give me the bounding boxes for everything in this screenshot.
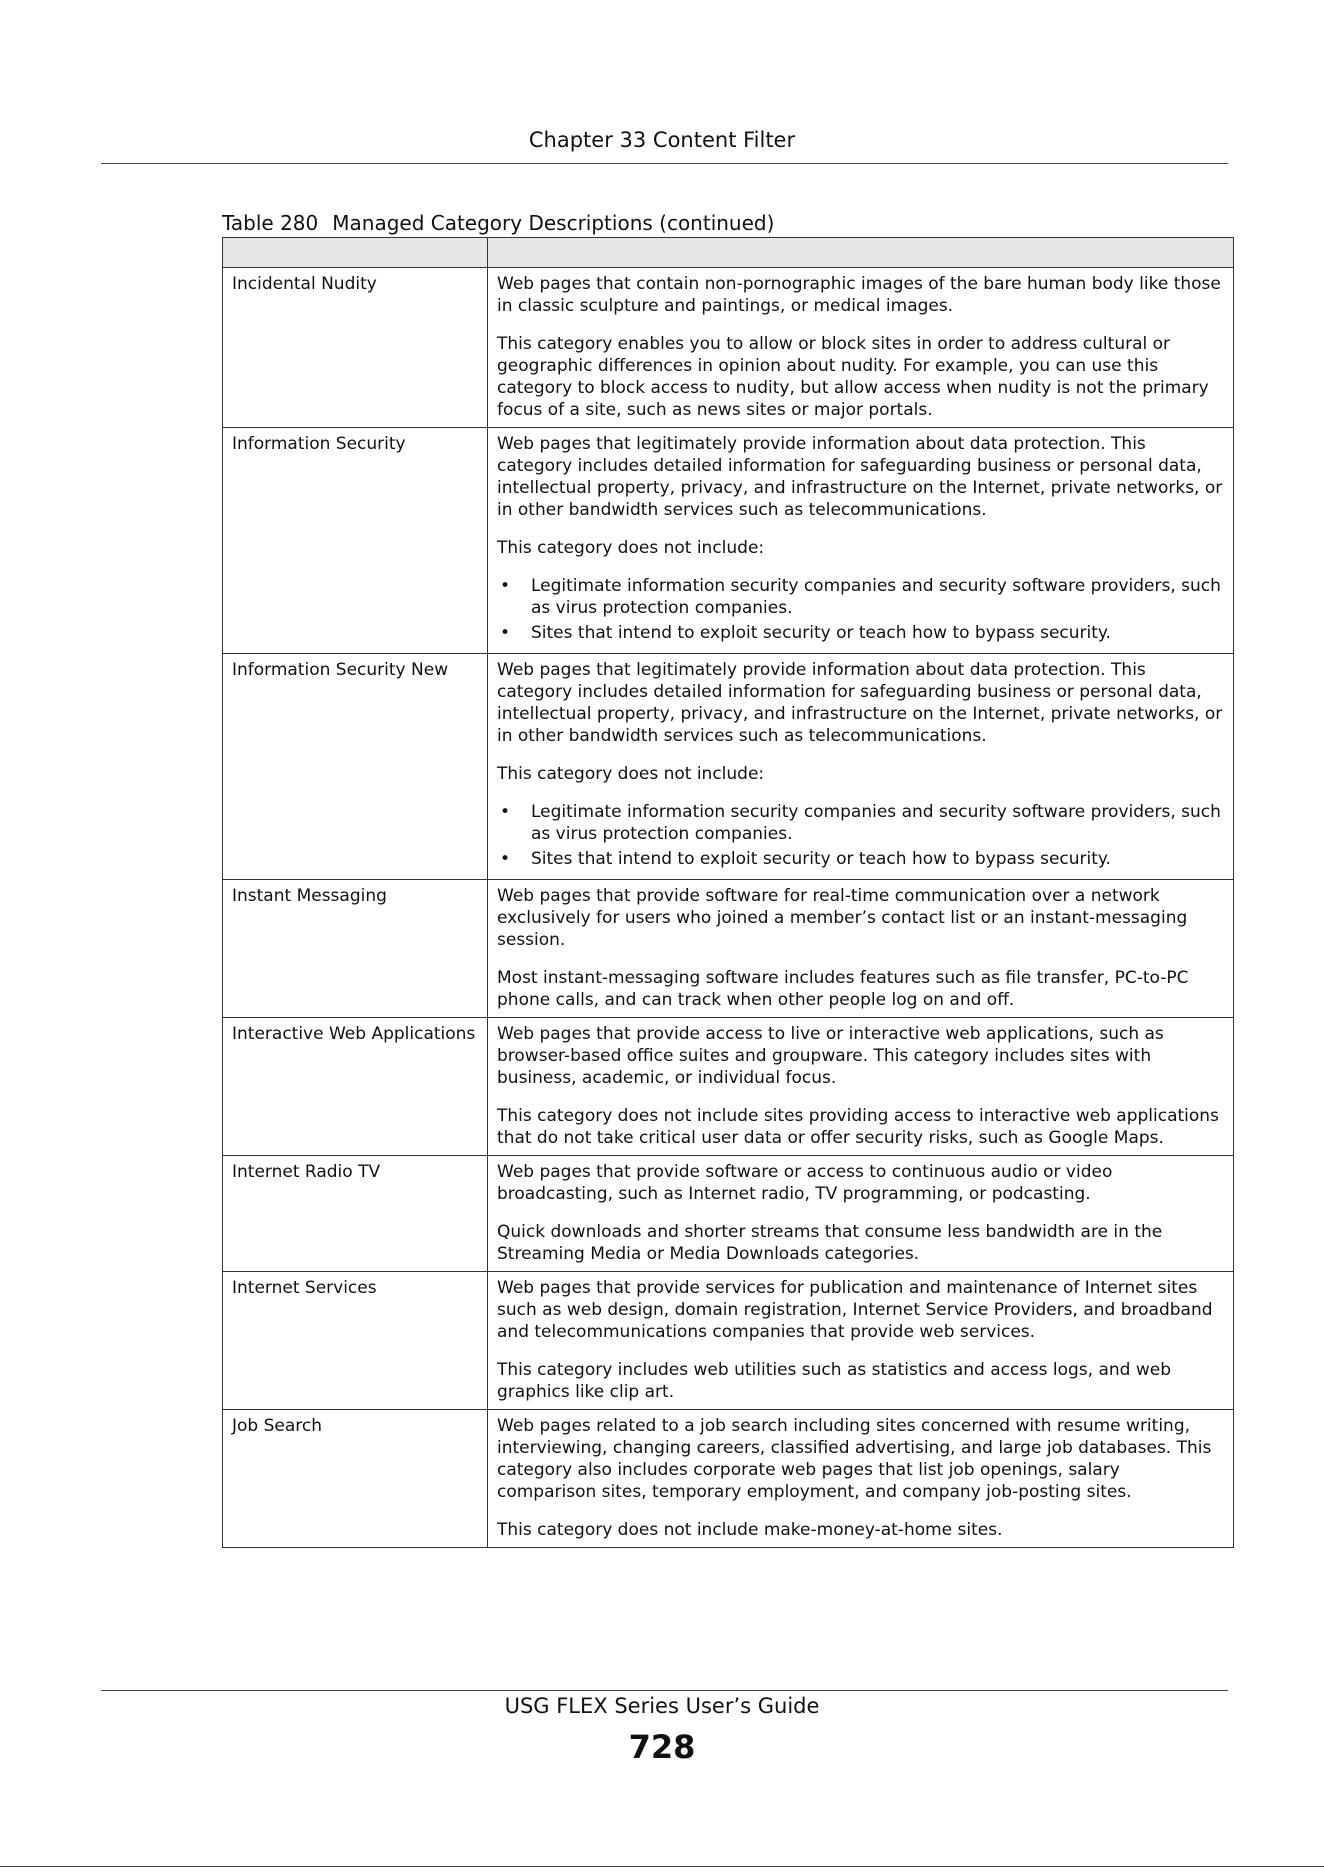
exclusion-list-item: • Sites that intend to exploit security or teach how to bypass security. [497,848,1224,870]
chapter-header: Chapter 33 Content Filter [528,128,796,152]
category-description-cell [488,1272,1234,1410]
category-name-cell: Internet Radio TV [223,1156,488,1272]
category-description-cell [488,268,1234,428]
category-name-cell: Instant Messaging [223,880,488,1018]
category-description-cell [488,880,1234,1018]
table-row [223,428,1234,654]
description-paragraph: This category does not include: [497,764,765,784]
page-bottom-divider [0,1866,1324,1867]
footer-divider [101,1690,1228,1691]
table-body [223,268,1234,1548]
description-paragraph: Web pages that contain non-pornographic images of the bare human body like those in classic sculpture and paintings, or medical images. [497,274,1221,316]
description-paragraph: Web pages that legitimately provide information about data protection. This category includes detailed information for safeguarding business or personal data, intellectual property, privacy, and infrastructure on the Internet, private networks, or in other bandwidth services such as telecommunications. [497,434,1223,520]
exclusion-list-item: • Legitimate information security companies and security software providers, such as virus protection companies. [497,575,1224,619]
category-name-cell: Job Search [223,1410,488,1548]
category-description-cell [488,1410,1234,1548]
category-description-cell [488,1156,1234,1272]
description-paragraph: This category enables you to allow or block sites in order to address cultural or geographic differences in opinion about nudity. For example, you can use this category to block access to nudity, but allow access when nudity is not the primary focus of a site, such as news sites or major portals. [497,334,1209,420]
category-table [222,237,1234,1548]
category-name-cell: Incidental Nudity [223,268,488,428]
exclusion-list-item: • Sites that intend to exploit security or teach how to bypass security. [497,622,1224,644]
exclusion-list-item: • Legitimate information security companies and security software providers, such as virus protection companies. [497,801,1224,845]
exclusion-list [497,575,1224,644]
description-paragraph: Web pages that provide software or access to continuous audio or video broadcasting, such as Internet radio, TV programming, or podcasting. [497,1162,1113,1204]
category-name-cell: Information Security [223,428,488,654]
table-row [223,268,1234,428]
description-paragraph: This category does not include sites providing access to interactive web applications that do not take critical user data or offer security risks, such as Google Maps. [497,1106,1219,1148]
table-row [223,1410,1234,1548]
description-paragraph: Web pages that provide software for real-time communication over a network exclusively for users who joined a member’s contact list or an instant-messaging session. [497,886,1188,950]
header-divider [101,163,1228,164]
header-cell-category [223,238,488,268]
guide-title: USG FLEX Series User’s Guide [504,1694,820,1718]
table-title: Managed Category Descriptions (continued) [332,211,775,235]
category-name-cell: Internet Services [223,1272,488,1410]
description-paragraph: This category does not include make-money-at-home sites. [497,1520,1003,1540]
category-name-cell: Interactive Web Applications [223,1018,488,1156]
description-paragraph: Quick downloads and shorter streams that consume less bandwidth are in the Streaming Media or Media Downloads categories. [497,1222,1163,1264]
table-row [223,1272,1234,1410]
description-paragraph: Web pages related to a job search including sites concerned with resume writing, interviewing, changing careers, classified advertising, and large job databases. This category also includes corporate web pages that list job openings, salary comparison sites, temporary employment, and company job-posting sites. [497,1416,1212,1502]
description-paragraph: This category includes web utilities such as statistics and access logs, and web graphics like clip art. [497,1360,1172,1402]
table-caption [222,211,774,235]
table-row [223,1156,1234,1272]
description-paragraph: This category does not include: [497,538,765,558]
table-row [223,1018,1234,1156]
description-paragraph: Web pages that legitimately provide information about data protection. This category includes detailed information for safeguarding business or personal data, intellectual property, privacy, and infrastructure on the Internet, private networks, or in other bandwidth services such as telecommunications. [497,660,1223,746]
table-row [223,654,1234,880]
page-number: 728 [628,1728,696,1766]
description-paragraph: Web pages that provide services for publication and maintenance of Internet sites such as web design, domain registration, Internet Service Providers, and broadband and telecommunications companies that provide web services. [497,1278,1213,1342]
description-paragraph: Web pages that provide access to live or interactive web applications, such as browser-based office suites and groupware. This category includes sites with business, academic, or individual focus. [497,1024,1164,1088]
header-cell-description [488,238,1234,268]
category-description-cell [488,1018,1234,1156]
table-number: Table 280 [222,211,319,235]
exclusion-list [497,801,1224,870]
category-description-cell [488,428,1234,654]
description-paragraph: Most instant-messaging software includes features such as file transfer, PC-to-PC phone calls, and can track when other people log on and off. [497,968,1189,1010]
category-name-cell: Information Security New [223,654,488,880]
category-description-cell [488,654,1234,880]
table-row [223,880,1234,1018]
table-header-row [223,238,1234,268]
